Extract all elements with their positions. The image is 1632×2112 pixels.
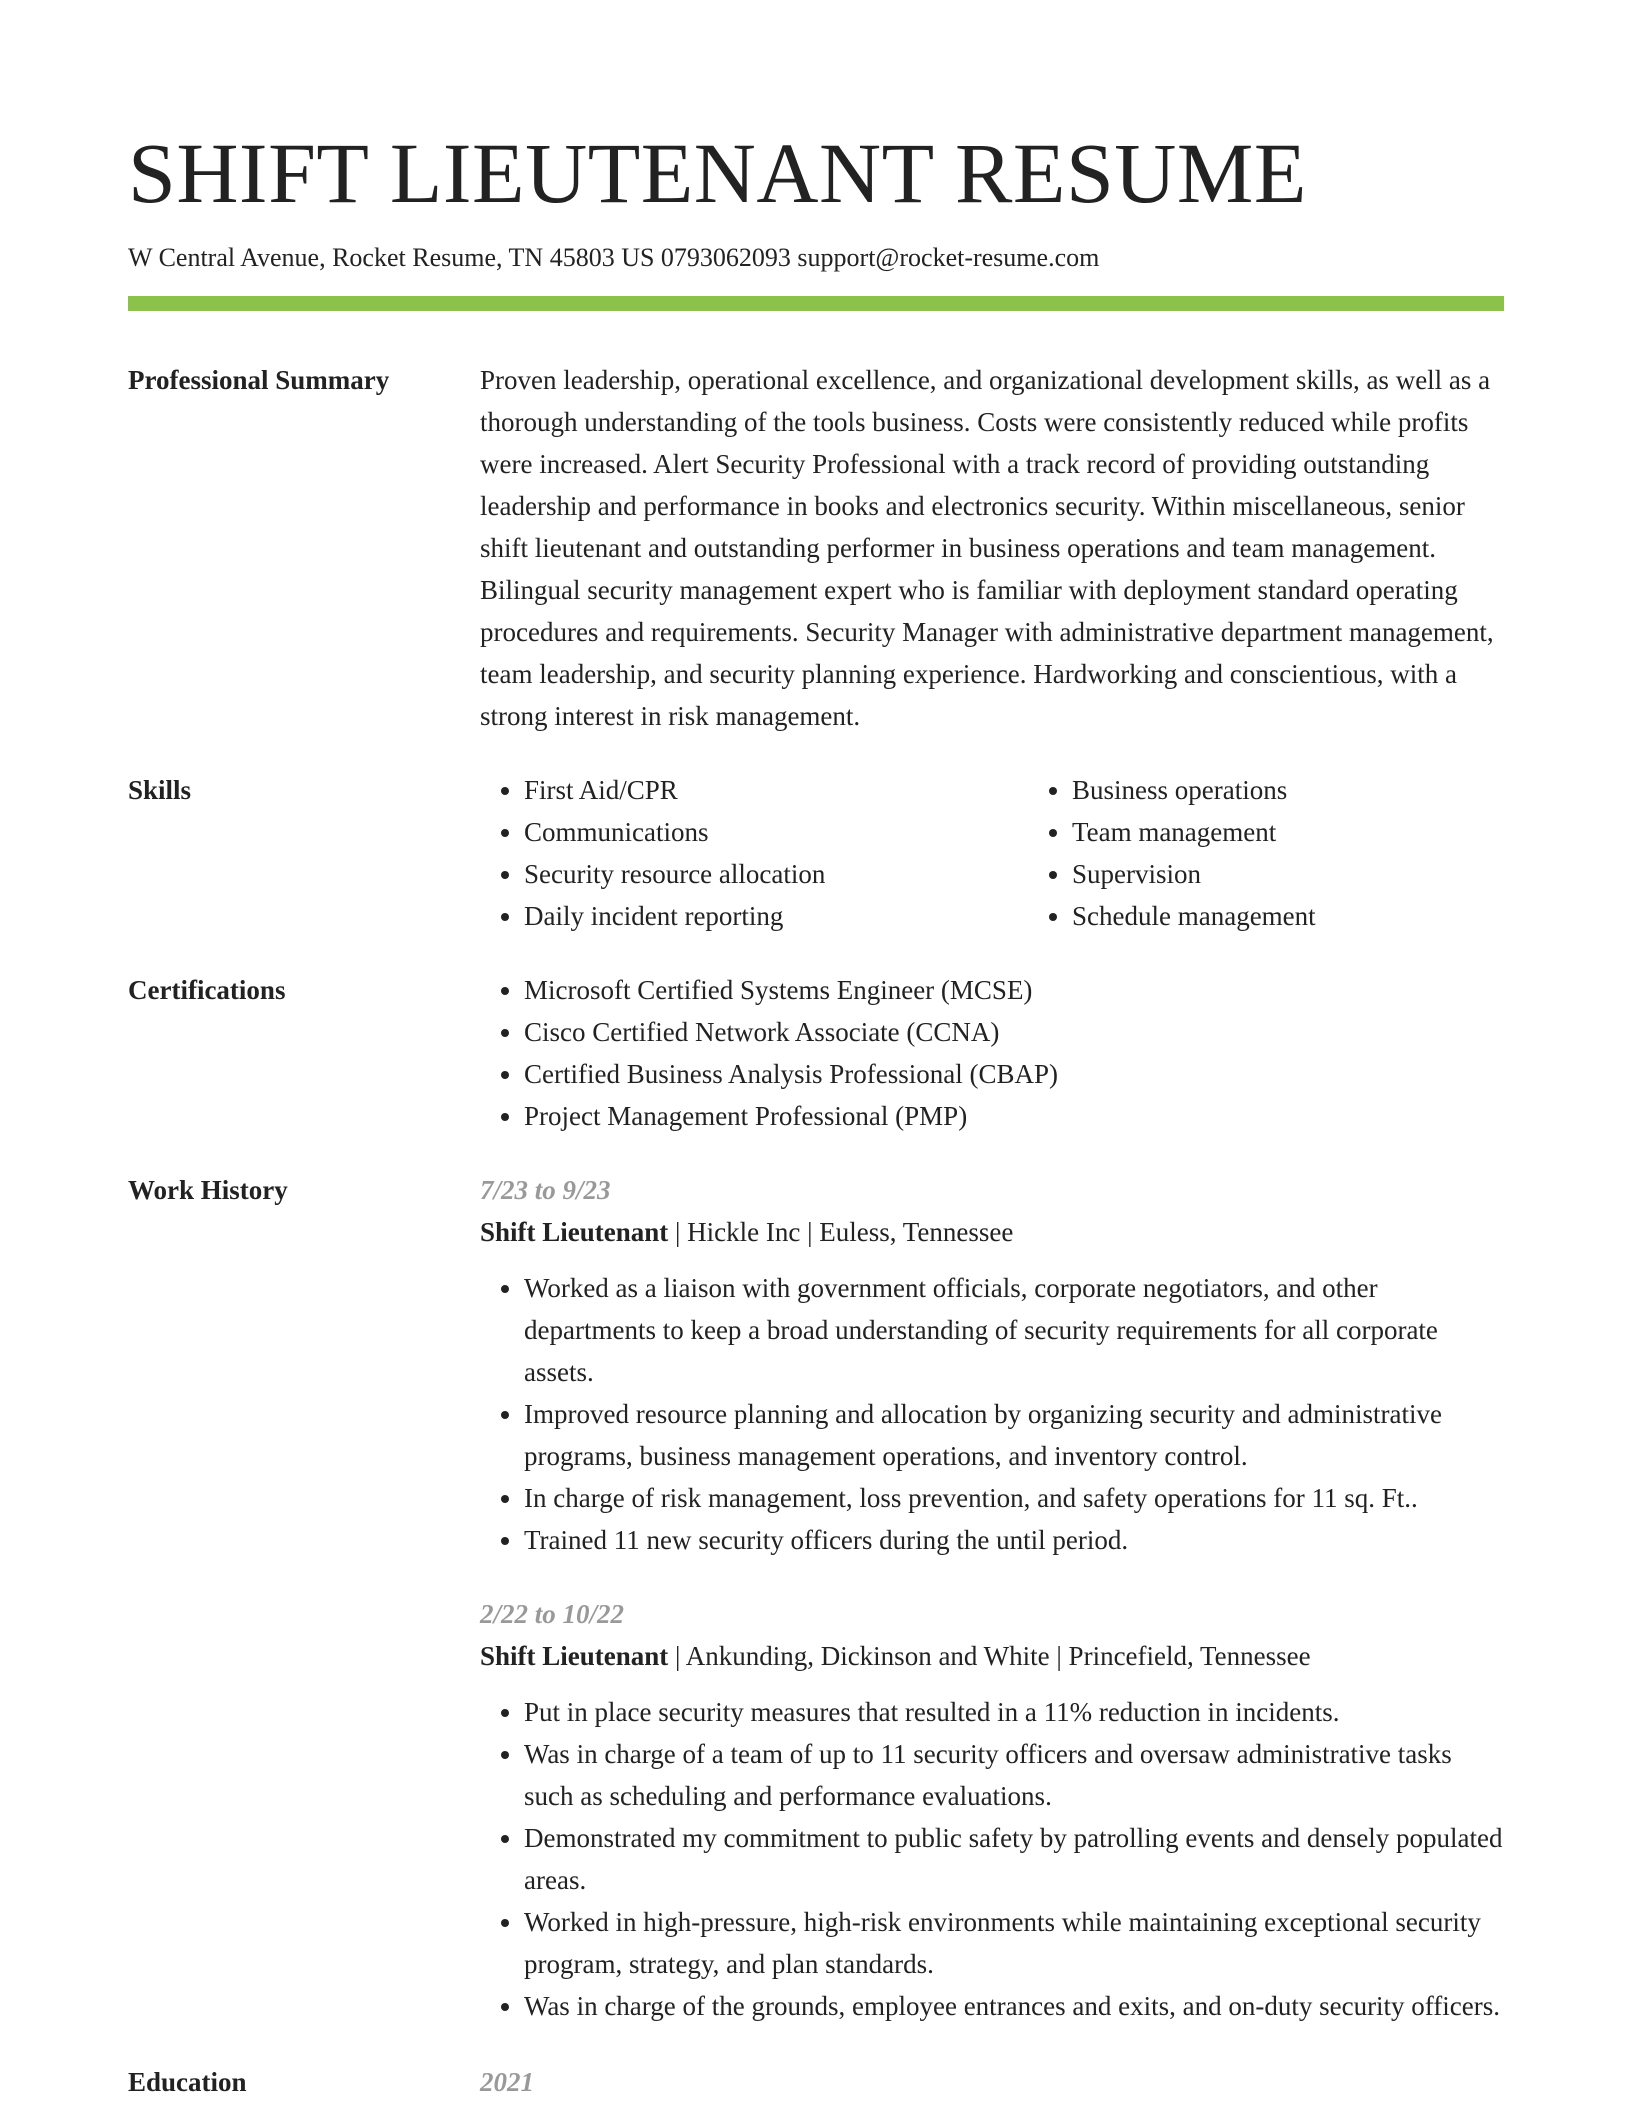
job-bullet: • Put in place security measures that resulted in a 11% reduction in incidents.	[524, 1691, 1504, 1733]
skills-column-right	[1028, 769, 1576, 937]
education-year: 2021	[480, 2067, 534, 2097]
job-bullet: • Demonstrated my commitment to public safety by patrolling events and densely populated areas.	[524, 1817, 1504, 1901]
certifications-list	[480, 969, 1504, 1137]
job-entry	[480, 1169, 1504, 1561]
resume-page	[128, 0, 1504, 2103]
job-employer-location: | Hickle Inc | Euless, Tennessee	[668, 1217, 1014, 1247]
certification-item: • Project Management Professional (PMP)	[524, 1095, 1504, 1137]
resume-title: SHIFT LIEUTENANT RESUME	[128, 125, 1307, 221]
certifications-body	[480, 969, 1504, 1137]
job-dates: 2/22 to 10/22	[480, 1599, 625, 1629]
job-entry	[480, 1593, 1504, 2027]
education-section	[128, 2061, 1504, 2103]
job-bullet-list	[480, 1691, 1504, 2027]
job-title: Shift Lieutenant	[480, 1641, 669, 1671]
skill-item: • Daily incident reporting	[524, 895, 1028, 937]
education-body	[480, 2061, 1504, 2103]
job-bullet: • In charge of risk management, loss prevention, and safety operations for 11 sq. Ft..	[524, 1477, 1504, 1519]
job-bullet: • Was in charge of the grounds, employee entrances and exits, and on-duty security officers.	[524, 1985, 1504, 2027]
job-bullet: • Improved resource planning and allocation by organizing security and administrative programs, business management operations, and inventory control.	[524, 1393, 1504, 1477]
summary-section	[128, 359, 1504, 737]
work-history-section	[128, 1169, 1504, 2027]
job-bullet: • Worked in high-pressure, high-risk environments while maintaining exceptional security program, strategy, and plan standards.	[524, 1901, 1504, 1985]
certification-item: • Microsoft Certified Systems Engineer (MCSE)	[524, 969, 1504, 1011]
job-title-line	[480, 1211, 1504, 1253]
skill-item: • Team management	[1072, 811, 1576, 853]
section-label-summary: Professional Summary	[128, 365, 390, 395]
job-employer-location: | Ankunding, Dickinson and White | Princefield, Tennessee	[668, 1641, 1311, 1671]
work-history-body	[480, 1169, 1504, 2027]
skills-column-left	[480, 769, 1028, 937]
summary-text: Proven leadership, operational excellence, and organizational development skills, as well as a thorough understanding of the tools business. Costs were consistently reduced while profits were increased. Alert Security Professional with a track record of providing outstanding leadership and performance in books and electronics security. Within miscellaneous, senior shift lieutenant and outstanding performer in business operations and team management. Bilingual security management expert who is familiar with deployment standard operating procedures and requirements. Security Manager with administrative department management, team leadership, and security planning experience. Hardworking and conscientious, with a strong interest in risk management.	[480, 365, 1494, 731]
section-label-education: Education	[128, 2067, 247, 2097]
skill-item: • Schedule management	[1072, 895, 1576, 937]
job-bullet: • Worked as a liaison with government officials, corporate negotiators, and other departments to keep a broad understanding of security requirements for all corporate assets.	[524, 1267, 1504, 1393]
job-bullet: • Trained 11 new security officers during the until period.	[524, 1519, 1504, 1561]
certifications-section	[128, 969, 1504, 1137]
skill-item: • First Aid/CPR	[524, 769, 1028, 811]
job-bullet-list	[480, 1267, 1504, 1561]
certification-item: • Cisco Certified Network Associate (CCNA)	[524, 1011, 1504, 1053]
summary-body	[480, 359, 1504, 737]
section-label-certifications: Certifications	[128, 975, 286, 1005]
skills-section	[128, 769, 1504, 937]
skills-grid	[480, 769, 1504, 937]
job-bullet: • Was in charge of a team of up to 11 security officers and oversaw administrative tasks such as scheduling and performance evaluations.	[524, 1733, 1504, 1817]
accent-divider	[128, 296, 1504, 311]
section-label-skills: Skills	[128, 775, 192, 805]
job-title-line	[480, 1635, 1504, 1677]
skill-item: • Supervision	[1072, 853, 1576, 895]
certification-item: • Certified Business Analysis Professional (CBAP)	[524, 1053, 1504, 1095]
section-label-work-history: Work History	[128, 1175, 288, 1205]
skill-item: • Communications	[524, 811, 1028, 853]
job-title: Shift Lieutenant	[480, 1217, 669, 1247]
job-dates: 7/23 to 9/23	[480, 1175, 611, 1205]
skill-item: • Security resource allocation	[524, 853, 1028, 895]
skill-item: • Business operations	[1072, 769, 1576, 811]
contact-line: W Central Avenue, Rocket Resume, TN 45803 US 0793062093 support@rocket-resume.com	[128, 243, 1100, 272]
